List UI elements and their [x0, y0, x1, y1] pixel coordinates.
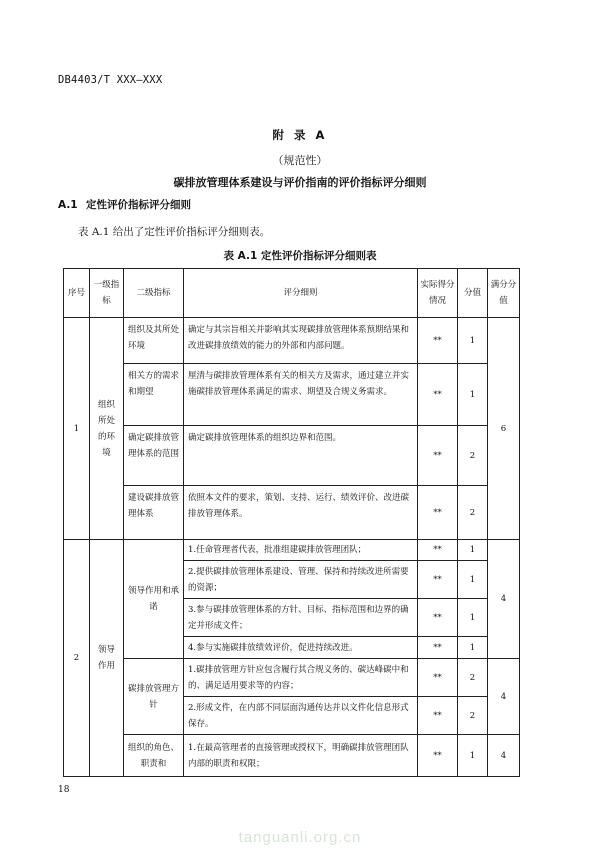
- full-score-cell: 4: [488, 540, 520, 659]
- actual-cell: **: [418, 540, 458, 561]
- score-cell: 1: [458, 735, 488, 777]
- table-row: [64, 659, 520, 697]
- full-score-cell: 6: [488, 318, 520, 540]
- table-row: [64, 540, 520, 561]
- level2-cell: 建设碳排放管理体系: [124, 486, 184, 540]
- group-seq: 1: [64, 318, 90, 540]
- section-number: A.1: [58, 199, 78, 211]
- watermark: tanguanli.org.cn: [238, 829, 362, 846]
- normative-label: （规范性）: [272, 154, 328, 167]
- rule-cell: 4.参与实施碳排放绩效评价，促进持续改进。: [184, 637, 418, 659]
- score-cell: 2: [458, 659, 488, 697]
- header-level2: 二级指标: [124, 269, 184, 318]
- rule-cell: 1.在最高管理者的直接管理或授权下，明确碳排放管理团队内部的职责和权限；: [184, 735, 418, 777]
- score-cell: 2: [458, 426, 488, 486]
- document-code: DB4403/T XXX—XXX: [58, 74, 163, 86]
- actual-cell: **: [418, 659, 458, 697]
- table-row: [64, 364, 520, 426]
- appendix-title: 附 录 A: [272, 128, 328, 142]
- score-cell: 1: [458, 637, 488, 659]
- actual-cell: **: [418, 318, 458, 364]
- header-seq: 序号: [64, 269, 90, 318]
- level2-cell: 相关方的需求和期望: [124, 364, 184, 426]
- actual-cell: **: [418, 561, 458, 599]
- table-caption: 表 A.1 定性评价指标评分细则表: [223, 250, 377, 262]
- actual-cell: **: [418, 735, 458, 777]
- rule-cell: 依照本文件的要求，策划、支持、运行、绩效评价、改进碳排放管理体系。: [184, 486, 418, 540]
- score-cell: 2: [458, 697, 488, 735]
- score-cell: 1: [458, 540, 488, 561]
- score-cell: 1: [458, 364, 488, 426]
- actual-cell: **: [418, 637, 458, 659]
- table-header-row: [64, 269, 520, 318]
- header-actual: 实际得分情况: [418, 269, 458, 318]
- page-number: 18: [58, 785, 70, 795]
- appendix-main-title: 碳排放管理体系建设与评价指南的评价指标评分细则: [173, 176, 427, 189]
- rule-cell: 3.参与碳排放管理体系的方针、目标、指标范围和边界的确定并形成文件；: [184, 599, 418, 637]
- table-row: [64, 735, 520, 777]
- table-row: [64, 426, 520, 486]
- level2-cell: 组织及其所处环境: [124, 318, 184, 364]
- group-level1: 组织所处的环境: [90, 318, 124, 540]
- group-seq: 2: [64, 540, 90, 777]
- section-heading: [58, 197, 191, 212]
- rule-cell: 1.任命管理者代表，批准组建碳排放管理团队；: [184, 540, 418, 561]
- actual-cell: **: [418, 486, 458, 540]
- level2-cell: 碳排放管理方针: [124, 659, 184, 735]
- level2-cell: 确定碳排放管理体系的范围: [124, 426, 184, 486]
- intro-paragraph: 表 A.1 给出了定性评价指标评分细则表。: [78, 226, 271, 238]
- rule-cell: 1.碳排放管理方针应包含履行其合规义务的、碳达峰碳中和的、满足适用要求等的内容；: [184, 659, 418, 697]
- rule-cell: 确定碳排放管理体系的组织边界和范围。: [184, 426, 418, 486]
- rule-cell: 2.形成文件，在内部不同层面沟通传达并以文件化信息形式保存。: [184, 697, 418, 735]
- table-row: [64, 318, 520, 364]
- section-title: 定性评价指标评分细则: [86, 199, 191, 211]
- header-level1: 一级指标: [90, 269, 124, 318]
- rule-cell: 确定与其宗旨相关并影响其实现碳排放管理体系预期结果和改进碳排放绩效的能力的外部和内部问题。: [184, 318, 418, 364]
- actual-cell: **: [418, 426, 458, 486]
- actual-cell: **: [418, 697, 458, 735]
- header-rule: 评分细则: [184, 269, 418, 318]
- rule-cell: 厘清与碳排放管理体系有关的相关方及需求，通过建立并实施碳排放管理体系满足的需求、期望及合规义务需求。: [184, 364, 418, 426]
- actual-cell: **: [418, 364, 458, 426]
- group-level1: 领导作用: [90, 540, 124, 777]
- header-full: 满分分值: [488, 269, 520, 318]
- level2-cell: 领导作用和承诺: [124, 540, 184, 659]
- full-score-cell: 4: [488, 735, 520, 777]
- actual-cell: **: [418, 599, 458, 637]
- table-row: [64, 486, 520, 540]
- full-score-cell: 4: [488, 659, 520, 735]
- score-cell: 2: [458, 486, 488, 540]
- score-cell: 1: [458, 318, 488, 364]
- score-cell: 1: [458, 599, 488, 637]
- rule-cell: 2.提供碳排放管理体系建设、管理、保持和持续改进所需要的资源；: [184, 561, 418, 599]
- header-score: 分值: [458, 269, 488, 318]
- score-cell: 1: [458, 561, 488, 599]
- evaluation-table: [63, 268, 520, 777]
- level2-cell: 组织的角色、职责和: [124, 735, 184, 777]
